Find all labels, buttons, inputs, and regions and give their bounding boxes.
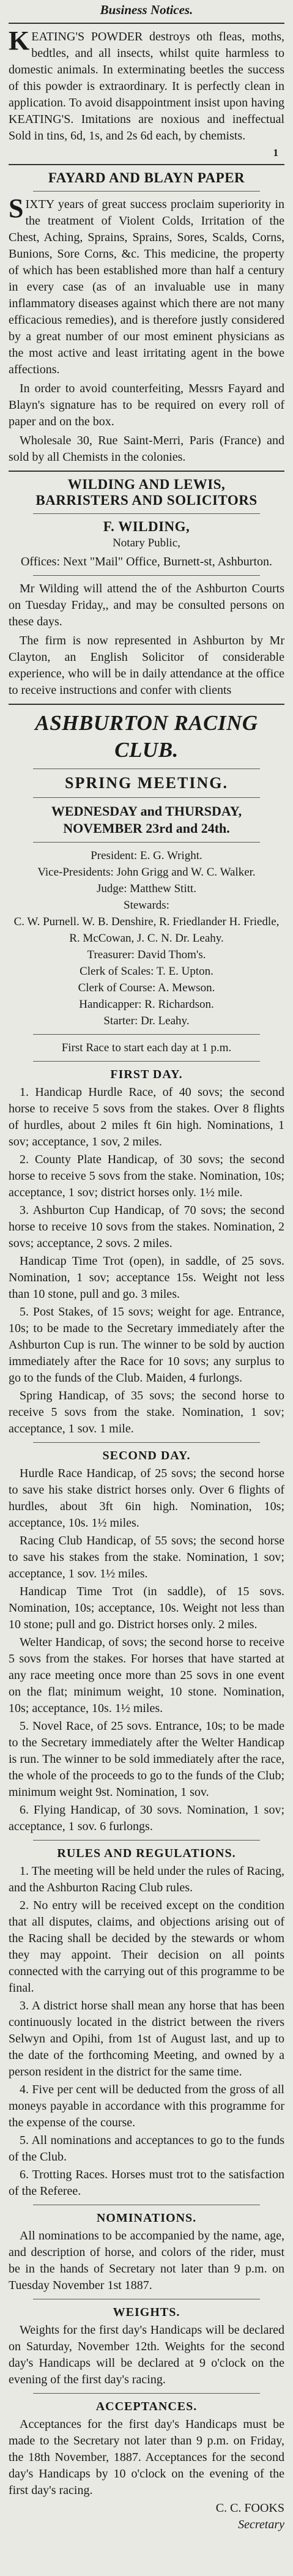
race-item: Welter Handicap, of sovs; the second horse to receive 5 sovs from the stakes. For horses that have started at any race meeting once more than 25 sovs in one event on the flat; minimum weight, 10 stone. Nomination, 10s; acceptance, 10s. 1½ miles.: [9, 1636, 284, 1715]
divider: [9, 23, 284, 24]
club-banner: ASHBURTON RACING CLUB.: [35, 711, 258, 762]
wilding-title-2: BARRISTERS AND SOLICITORS: [35, 493, 258, 508]
rules-heading: RULES AND REGULATIONS.: [57, 1847, 236, 1860]
keating-ad-text: KEATING'S POWDER destroys oth fleas, moths, bedtles, and all insects, whilst quite harmless to domestic animals. In exterminating beetles the success of this powder is extraordinary. It is perfectly clean in application. To avoid disappointment insist upon having KEATING'S. Imitations are noxious and ineffectual Sold in tins, 6d, 1s, and 2s 6d each, by chemists.: [9, 26, 284, 143]
weights-heading: WEIGHTS.: [113, 2306, 180, 2319]
fayard-text: SIXTY years of great success proclaim superiority in the treatment of Violent Colds, Irritation of the Chest, Aching, Sprains, Sprains, Sores, Scalds, Corns, Bunions, Sore Corns, &c. This medicine, the property of which has been established more than half a century in every case (as of an invaluable use in many inflammatory diseases against which there are not many efficacious remedies), and is therefore justly considered by a great number of our most eminent physicians as the most active and least irritating agent in the bowe affections.: [9, 193, 284, 376]
weights-text: Weights for the first day's Handicaps will be declared on Saturday, November 12th. Weights for the second day's Handicaps will be declared at 9 o'clock on the evening of the first day's racing.: [9, 2323, 284, 2386]
official-line: Handicapper: R. Richardson.: [79, 998, 214, 1011]
race-item: 3. Ashburton Cup Handicap, of 70 sovs; the second horse to receive 10 sovs from the stakes. Nomination, 2 sovs; acceptance, 2 sovs. 2 miles.: [9, 1204, 284, 1250]
rule-item: 6. Trotting Races. Horses must trot to the satisfaction of the Referee.: [9, 2168, 284, 2198]
rule-item: 3. A district horse shall mean any horse that has been continuously located in the district between the rivers Selwyn and Opihi, from 1st of August last, and up to the date of the forthcoming Meeting, and owned by a person resident in the district for the same time.: [9, 1999, 284, 2079]
newspaper-column: [2, 0, 291, 2576]
race-item: Handicap Time Trot (open), in saddle, of 25 sovs. Nomination, 1 sov; acceptance 15s. Weight not less than 10 stone, pull and go. 3 miles.: [9, 1254, 284, 1301]
nominations-text: All nominations to be accompanied by the name, age, and description of horse, and colors of the rider, must be in the hands of Secretary not later than 9 p.m. on Tuesday November 1st 1887.: [9, 2229, 284, 2292]
wilding-title-1: WILDING AND LEWIS,: [67, 477, 226, 492]
official-line: Treasurer: David Thom's.: [87, 948, 206, 961]
race-item: 5. Post Stakes, of 15 sovs; weight for age. Entrance, 10s; to be made to the Secretary immediately after the Ashburton Cup is run. The winner to be sold by auction immediately after the Race for 10 sovs; any surplus to go to the funds of the Club. Maiden, 4 furlongs.: [9, 1305, 284, 1385]
fayard-title: FAYARD AND BLAYN PAPER: [48, 170, 245, 185]
divider: [33, 797, 260, 798]
signature-role: Secretary: [238, 2518, 284, 2531]
rule-item: 5. All nominations and acceptances to go to the funds of the Club.: [9, 2134, 284, 2164]
divider: [33, 1840, 260, 1841]
divider: [33, 1034, 260, 1035]
official-line: Starter: Dr. Leahy.: [103, 1014, 190, 1027]
divider: [33, 191, 260, 192]
section-header: Business Notices.: [100, 2, 193, 17]
race-item: Handicap Time Trot (in saddle), of 15 sovs. Nomination, 10s; acceptance, 10s. Weight not less than 10 stone; pull and go. District horses only. 2 miles.: [9, 1585, 284, 1631]
race-item: Hurdle Race Handicap, of 25 sovs; the second horse to save his stake district horses only. Over 6 flights of hurdles, about 3ft 6in high. Nomination, 10s; acceptance, 10s. 1½ miles.: [9, 1467, 284, 1530]
wilding-name: F. WILDING,: [103, 519, 190, 534]
race-item: 6. Flying Handicap, of 30 sovs. Nomination, 1 sov; acceptance, 1 sov. 6 furlongs.: [9, 1803, 284, 1833]
race-item: 1. Handicap Hurdle Race, of 40 sovs; the second horse to receive 5 sovs from the stakes. Over 8 flights of hurdles, about 2 miles ft 6in high. Nominations, 1 sov; acceptance, 1 sov, 2 miles.: [9, 1085, 284, 1148]
divider: [9, 164, 284, 165]
wilding-role: Notary Public,: [113, 537, 180, 549]
keating-ad-number: 1: [273, 147, 278, 158]
official-line: Stewards:: [124, 899, 169, 912]
first-day-heading: FIRST DAY.: [110, 1068, 183, 1081]
wilding-paragraph-1: Mr Wilding will attend the of the Ashburton Courts on Tuesday Friday,, and may be consulted persons on these days.: [9, 582, 284, 628]
wilding-offices: Offices: Next "Mail" Office, Burnett-st, Ashburton.: [20, 555, 273, 568]
official-line: Clerk of Scales: T. E. Upton.: [80, 965, 213, 978]
wilding-paragraph-2: The firm is now represented in Ashburton by Mr Clayton, an English Solicitor of considerable experience, who will be in daily attendance at the office to receive instructions and confer with clients: [9, 634, 284, 697]
divider: [33, 1442, 260, 1443]
divider: [9, 704, 284, 705]
divider: [33, 842, 260, 843]
signature: C. C. FOOKS: [215, 2501, 284, 2515]
official-line: C. W. Purnell. W. B. Denshire, R. Friedlander H. Friedle, R. McCowan, J. C. N. Dr. Leahy.: [13, 915, 280, 945]
meeting-dates-2: NOVEMBER 23rd and 24th.: [63, 821, 230, 836]
race-start-time: First Race to start each day at 1 p.m.: [61, 1041, 232, 1054]
acceptances-text: Acceptances for the first day's Handicaps must be made to the Secretary not later than 9 p.m. on Friday, the 18th November, 1887. Acceptances for the second day's Handicaps by 10 o'clock on the evening of the first day's racing.: [9, 2418, 284, 2497]
divider: [33, 1061, 260, 1062]
race-item: Spring Handicap, of 35 sovs; the second horse to receive 5 sovs from the stake. Nomination, 1 sov; acceptance, 1 sov. 1 mile.: [9, 1389, 284, 1435]
divider: [33, 575, 260, 576]
meeting-dates-1: WEDNESDAY and THURSDAY,: [51, 803, 242, 819]
fayard-text-3: Wholesale 30, Rue Saint-Merri, Paris (France) and sold by all Chemists in the colonies.: [9, 434, 284, 464]
divider: [33, 2393, 260, 2394]
official-line: Judge: Matthew Stitt.: [96, 882, 197, 895]
divider: [9, 471, 284, 472]
race-item: 5. Novel Race, of 25 sovs. Entrance, 10s; to be made to the Secretary immediately after the Welter Handicap is run. The winner to be sold immediately after the race, the whole of the proceeds to go to the funds of the Club; minimum weight 9st. Nomination, 1 sov.: [9, 1719, 285, 1799]
race-item: Racing Club Handicap, of 55 sovs; the second horse to save his stakes from the stake. Nomination, 1 sov; acceptance, 1 sov. 1½ miles.: [9, 1534, 284, 1580]
meeting-title: SPRING MEETING.: [65, 774, 228, 792]
acceptances-heading: ACCEPTANCES.: [95, 2400, 198, 2413]
official-line: Clerk of Course: A. Mewson.: [78, 981, 215, 994]
official-line: Vice-Presidents: John Grigg and W. C. Walker.: [37, 866, 256, 879]
nominations-heading: NOMINATIONS.: [96, 2211, 197, 2225]
second-day-heading: SECOND DAY.: [102, 1449, 191, 1462]
official-line: President: E. G. Wright.: [91, 849, 202, 862]
rule-item: 2. No entry will be received except on the condition that all disputes, claims, and objections arising out of the Racing shall be decided by the stewards or whom they may appoint. Their decision on all points connected with the carrying out of this programme to be final.: [9, 1899, 284, 1995]
rule-item: 4. Five per cent will be deducted from the gross of all moneys payable in accordance with this programme for the expense of the course.: [9, 2083, 284, 2129]
rule-item: 1. The meeting will be held under the rules of Racing, and the Ashburton Racing Club rules.: [9, 1864, 284, 1894]
divider: [33, 513, 260, 514]
fayard-text-2: In order to avoid counterfeiting, Messrs Fayard and Blayn's signature has to be required on every roll of paper and on the box.: [9, 382, 284, 428]
race-item: 2. County Plate Handicap, of 30 sovs; the second horse to receive 5 sovs from the stake. Nomination, 10s; acceptance, 1 sov; district horses only. 1½ mile.: [9, 1153, 284, 1199]
